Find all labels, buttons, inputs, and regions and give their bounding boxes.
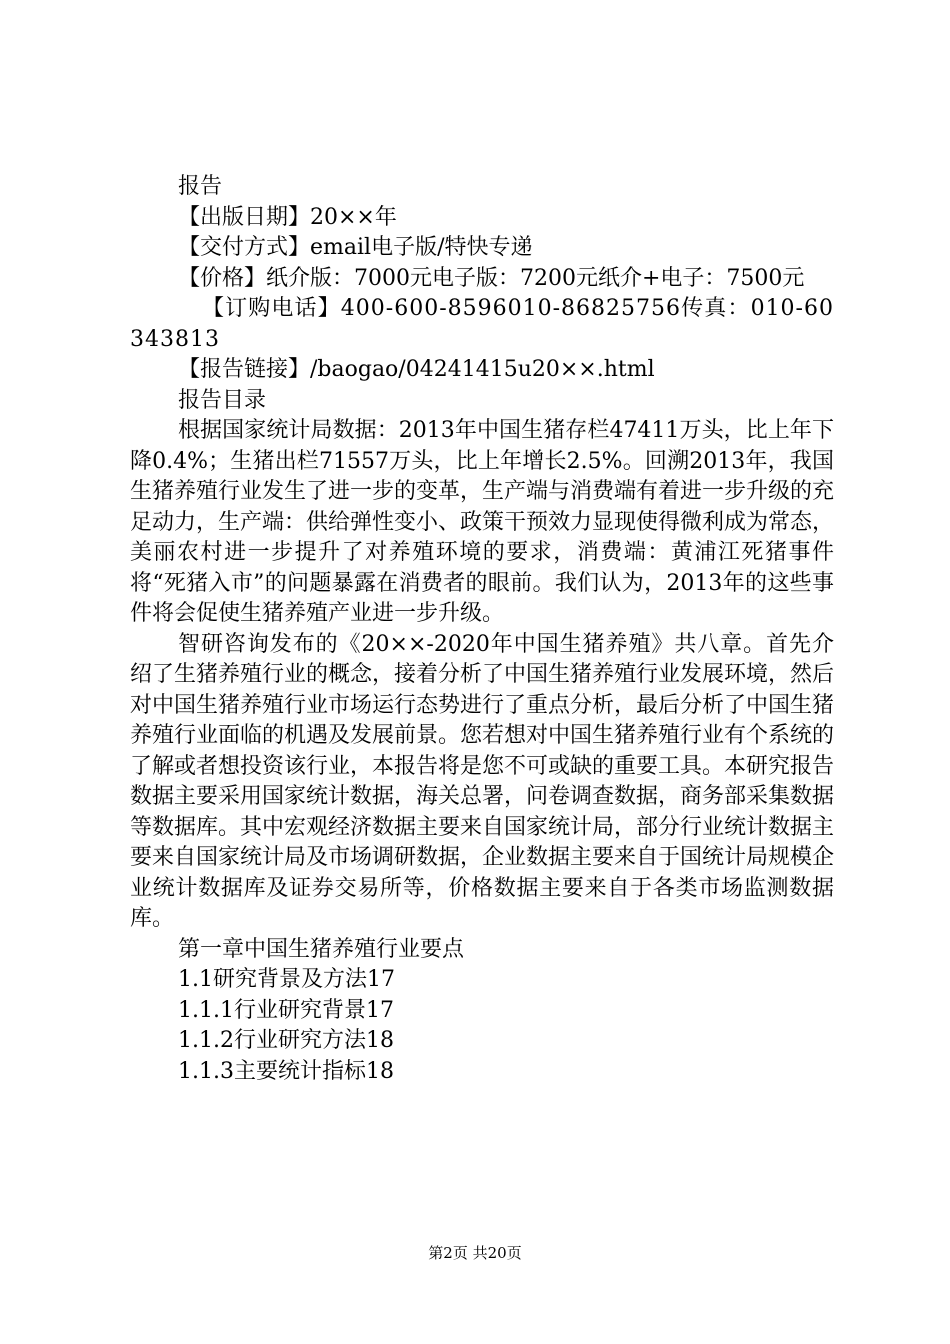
publish-date: 【出版日期】20××年	[178, 204, 397, 230]
toc-section-1-1-1: 1.1.1行业研究背景17	[178, 997, 394, 1023]
paragraph-stats: 根据国家统计局数据：2013年中国生猪存栏47411万头，比上年下降0.4%；生猪出栏71557万头，比上年增长2.5%。回溯2013年，我国生猪养殖行业发生了进一步的变革，生产端与消费端有着进一步升级的充足动力，生产端：供给弹性变小、政策干预效力显现使得微利成为常态，美丽农村进一步提升了对养殖环境的要求，消费端：黄浦江死猪事件将“死猪入市”的问题暴露在消费者的眼前。我们认为，2013年的这些事件将会促使生猪养殖产业进一步升级。	[130, 418, 835, 626]
page-footer: 第2页 共20页	[428, 1244, 522, 1262]
paragraph-intro: 智研咨询发布的《20××-2020年中国生猪养殖》共八章。首先介绍了生猪养殖行业的概念，接着分析了中国生猪养殖行业发展环境，然后对中国生猪养殖行业市场运行态势进行了重点分析，最后分析了中国生猪养殖行业面临的机遇及发展前景。您若想对中国生猪养殖行业有个系统的了解或者想投资该行业，本报告将是您不可或缺的重要工具。本研究报告数据主要采用国家统计数据，海关总署，问卷调查数据，商务部采集数据等数据库。其中宏观经济数据主要来自国家统计局，部分行业统计数据主要来自国家统计局及市场调研数据，企业数据主要来自于国统计局规模企业统计数据库及证券交易所等，价格数据主要来自于各类市场监测数据库。	[130, 631, 835, 931]
price-info: 【价格】纸介版：7000元电子版：7200元纸介+电子：7500元	[178, 265, 805, 291]
toc-title: 报告目录	[178, 387, 267, 413]
report-heading: 报告	[178, 174, 223, 199]
toc-section-1-1-2: 1.1.2行业研究方法18	[178, 1028, 394, 1053]
toc-section-1-1: 1.1研究背景及方法17	[178, 967, 395, 992]
delivery-method: 【交付方式】email电子版/特快专递	[178, 235, 533, 260]
order-phone: 【订购电话】400-600-8596010-86825756传真：010-60343813	[130, 296, 834, 352]
report-link: 【报告链接】/baogao/04241415u20××.html	[178, 357, 655, 382]
document-body	[130, 172, 834, 1087]
toc-section-1-1-3: 1.1.3主要统计指标18	[178, 1058, 394, 1084]
toc-chapter-1: 第一章中国生猪养殖行业要点	[178, 936, 465, 962]
